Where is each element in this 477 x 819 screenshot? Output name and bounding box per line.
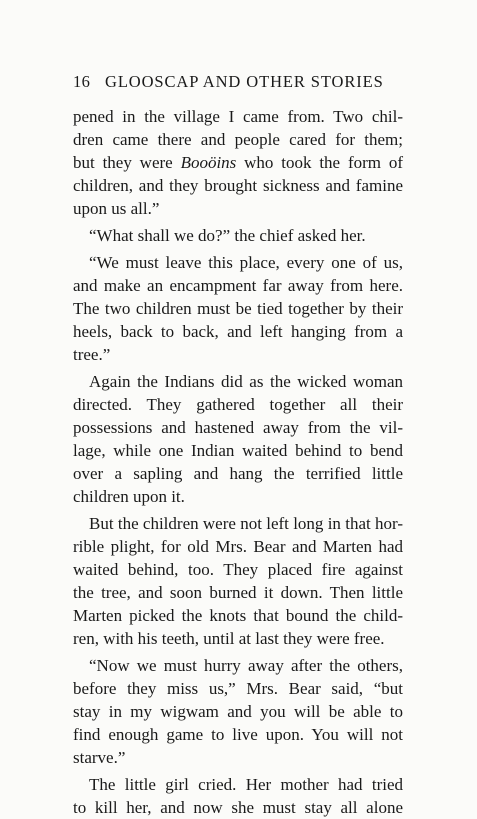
text-line	[73, 151, 403, 174]
text-line: find enough game to live upon. You will not	[73, 725, 403, 744]
text-line: Again the Indians did as the wicked woman	[89, 372, 403, 391]
italic-word: Booöins	[180, 153, 237, 172]
body-text	[73, 105, 403, 819]
text-line: upon us all.”	[73, 199, 160, 218]
text-line: rible plight, for old Mrs. Bear and Marten had	[73, 537, 403, 556]
paragraph	[73, 654, 403, 769]
text-line: children upon it.	[73, 487, 185, 506]
text-line: “What shall we do?” the chief asked her.	[89, 226, 366, 245]
text-line: over a sapling and hang the terrified little	[73, 464, 403, 483]
page-number: 16	[73, 72, 91, 91]
text-line: dren came there and people cared for them;	[73, 130, 403, 149]
text-line: stay in my wigwam and you will be able to	[73, 702, 403, 721]
paragraph	[73, 773, 403, 819]
text-line: children, and they brought sickness and famine	[73, 176, 403, 195]
paragraph	[73, 370, 403, 508]
text-line: The little girl cried. Her mother had tried	[89, 775, 403, 794]
paragraph	[73, 105, 403, 220]
text-line: heels, back to back, and left hanging from a	[73, 322, 403, 341]
paragraph	[73, 224, 403, 247]
text-line: ren, with his teeth, until at last they were free.	[73, 629, 385, 648]
text-line: “We must leave this place, every one of us,	[89, 253, 403, 272]
text-line: But the children were not left long in that hor-	[89, 514, 403, 533]
text-line: possessions and hastened away from the vil-	[73, 418, 403, 437]
text-line: to kill her, and now she must stay all alone	[73, 798, 403, 817]
text-line: The two children must be tied together by their	[73, 299, 403, 318]
text-segment: but they were	[73, 153, 181, 172]
text-line: directed. They gathered together all their	[73, 395, 403, 414]
text-line: starve.”	[73, 748, 126, 767]
text-line: waited behind, too. They placed fire against	[73, 560, 403, 579]
running-title: GLOOSCAP AND OTHER STORIES	[105, 72, 384, 91]
text-line: pened in the village I came from. Two chil-	[73, 107, 403, 126]
text-segment: who took the form of	[236, 153, 403, 172]
text-line: tree.”	[73, 345, 111, 364]
text-line: the tree, and soon burned it down. Then little	[73, 583, 403, 602]
paragraph	[73, 512, 403, 650]
text-line: and make an encampment far away from here.	[73, 276, 403, 295]
text-line: before they miss us,” Mrs. Bear said, “but	[73, 679, 403, 698]
paragraph	[73, 251, 403, 366]
text-line: lage, while one Indian waited behind to bend	[73, 441, 403, 460]
page-header	[73, 72, 403, 94]
text-line: “Now we must hurry away after the others,	[89, 656, 403, 675]
text-line: Marten picked the knots that bound the child-	[73, 606, 403, 625]
